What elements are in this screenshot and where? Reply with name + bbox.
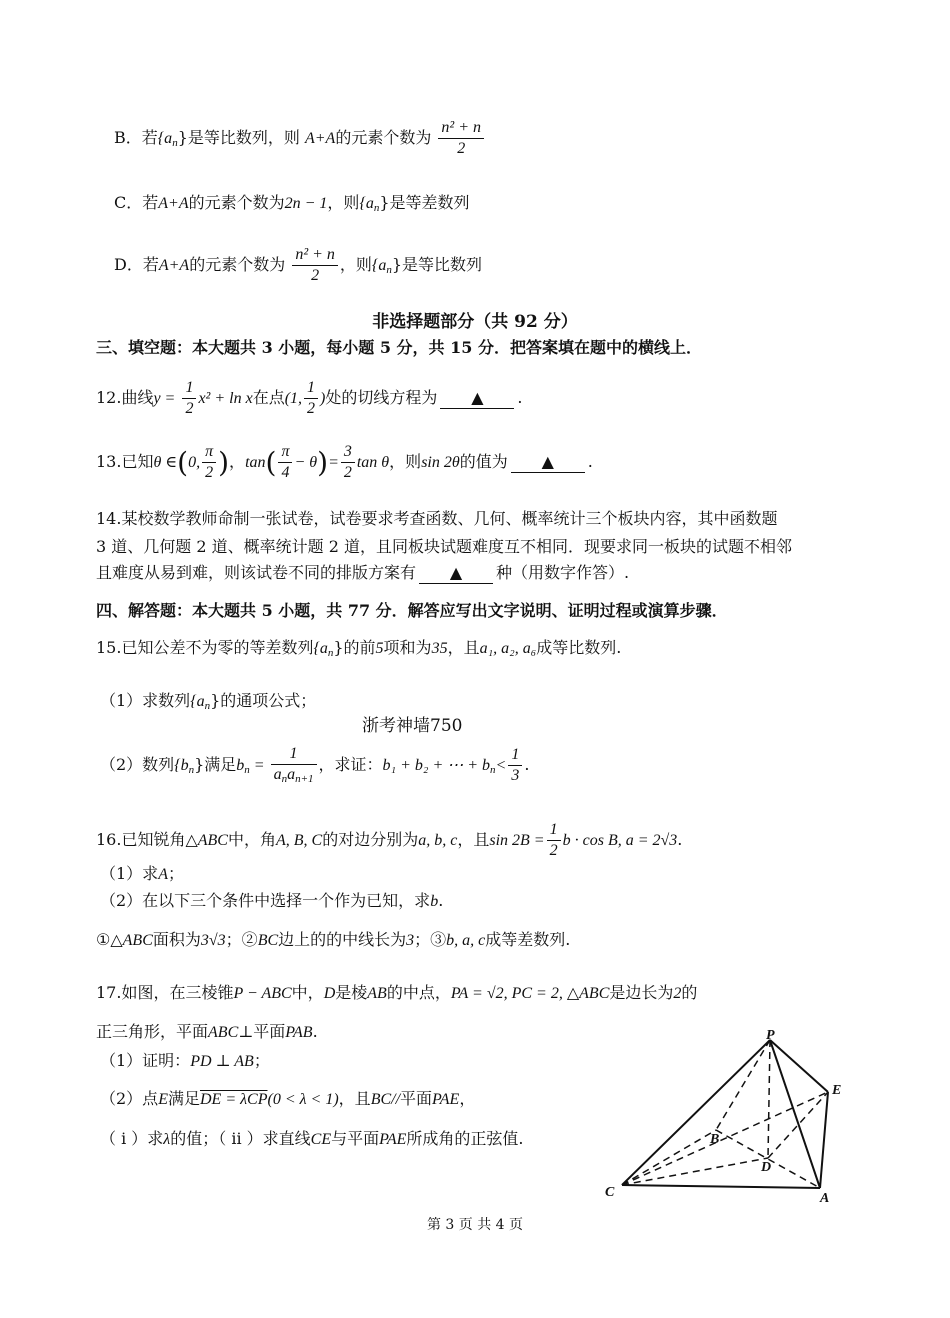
question-16-conditions: ①△ABC面积为3√3；②BC边上的的中线长为3；③b, a, c成等差数列. [96, 930, 571, 949]
question-14-line-1: 14.某校数学教师命制一张试卷，试卷要求考查函数、几何、概率统计三个板块内容，其中函数题 [96, 509, 778, 528]
question-14-line-2: 3 道、几何题 2 道、概率统计题 2 道，且同板块试题难度互不相同．现要求同一板块的试题不相邻 [96, 537, 792, 556]
question-17-part-1: （1）证明：PD ⊥ AB； [100, 1051, 270, 1070]
label-c: C [605, 1185, 615, 1200]
watermark: 浙考神墙750 [362, 716, 463, 736]
page-footer: 第 3 页 共 4 页 [426, 1217, 524, 1233]
section-4-heading: 四、解答题：本大题共 5 小题，共 77 分．解答应写出文字说明、证明过程或演算步骤． [96, 601, 728, 620]
question-16-part-1: （1）求A； [100, 864, 184, 883]
part-title: 非选择题部分（共 92 分） [372, 312, 578, 332]
answer-blank[interactable]: ▲ [511, 452, 585, 473]
label-p: P [766, 1030, 775, 1043]
choice-c: C．若A+A的元素个数为2n − 1，则$\{a_n\}$是等差数列 [114, 193, 470, 214]
question-17-part-2: （2）点E满足DE = λCP(0 < λ < 1)，且BC//平面PAE， [100, 1089, 476, 1108]
question-13: 13.已知θ ∈(0, $\frac{\pi}{2}$ )，tan( $\frac{\pi}{4}$ − θ)= $\frac{3}{2}$ tan θ，则sin 2θ的值为 ▲ . [96, 443, 593, 481]
question-16-stem: 16.已知锐角△ABC中，角A, B, C的对边分别为a, b, c，且sin 2B = $\frac{1}{2}$ b · cos B, a = 2√3. [96, 821, 683, 859]
edge-pd [768, 1040, 770, 1158]
question-15-part-1: （1）求数列$\{a_n\}$的通项公式； [100, 691, 317, 712]
question-14-line-3: 且难度从易到难，则该试卷不同的排版方案有 ▲ 种（用数字作答）. [96, 563, 630, 582]
answer-blank[interactable]: ▲ [440, 388, 514, 409]
question-17-part-3: （ i ）求λ的值；（ ii ）求直线CE与平面PAE所成角的正弦值. [100, 1129, 524, 1148]
label-b: B [710, 1132, 720, 1147]
question-17-line-1: 17.如图，在三棱锥P − ABC中，D是棱AB的中点，PA = √2, PC = 2, △ABC是边长为2的 [96, 983, 698, 1002]
question-16-part-2: （2）在以下三个条件中选择一个作为已知，求b. [100, 891, 444, 910]
fraction: $\frac{\text{n² + n}}{2}$ [438, 118, 484, 159]
fraction: $\frac{\text{n² + n}}{2}$ [292, 245, 338, 286]
edge-ca [622, 1185, 820, 1188]
edge-pc [622, 1040, 770, 1185]
question-15-part-2: （2）数列$\{b_n\}$满足$b_n$ = $\frac{1}{a_na_{n+1}}$ ，求证：b₁ + b₂ + ⋯ + $b_n<$ $\frac{1}{3}$ . [100, 745, 530, 785]
question-17-line-2: 正三角形，平面ABC⊥平面PAB. [96, 1022, 318, 1041]
edge-ea [820, 1092, 828, 1188]
label-a: A [820, 1191, 830, 1205]
answer-blank[interactable]: ▲ [419, 563, 493, 584]
choice-d: D．若A+A的元素个数为 $\frac{\text{n² + n}}{2}$ ，则$\{a_n\}$是等比数列 [114, 246, 483, 284]
pyramid-figure [600, 1030, 850, 1205]
question-15-stem: 15.已知公差不为零的等差数列$\{a_n\}$的前5项和为35，且a₁, a₂, a₆成等比数列. [96, 638, 622, 659]
section-3-heading: 三、填空题：本大题共 3 小题，每小题 5 分，共 15 分．把答案填在题中的横线上． [96, 338, 702, 357]
choice-b: B．若$\{a_n\}$是等比数列，则 A+A的元素个数为 $\frac{\text{n² + n}}{2}$ [114, 118, 486, 159]
question-12: 12.曲线y = $\frac{1}{2}$ x² + ln x在点(1, $\frac{1}{2}$ )处的切线方程为 ▲ . [96, 379, 523, 417]
label-e: E [832, 1083, 842, 1098]
label-d: D [761, 1160, 772, 1175]
edge-cp-e [622, 1092, 828, 1185]
